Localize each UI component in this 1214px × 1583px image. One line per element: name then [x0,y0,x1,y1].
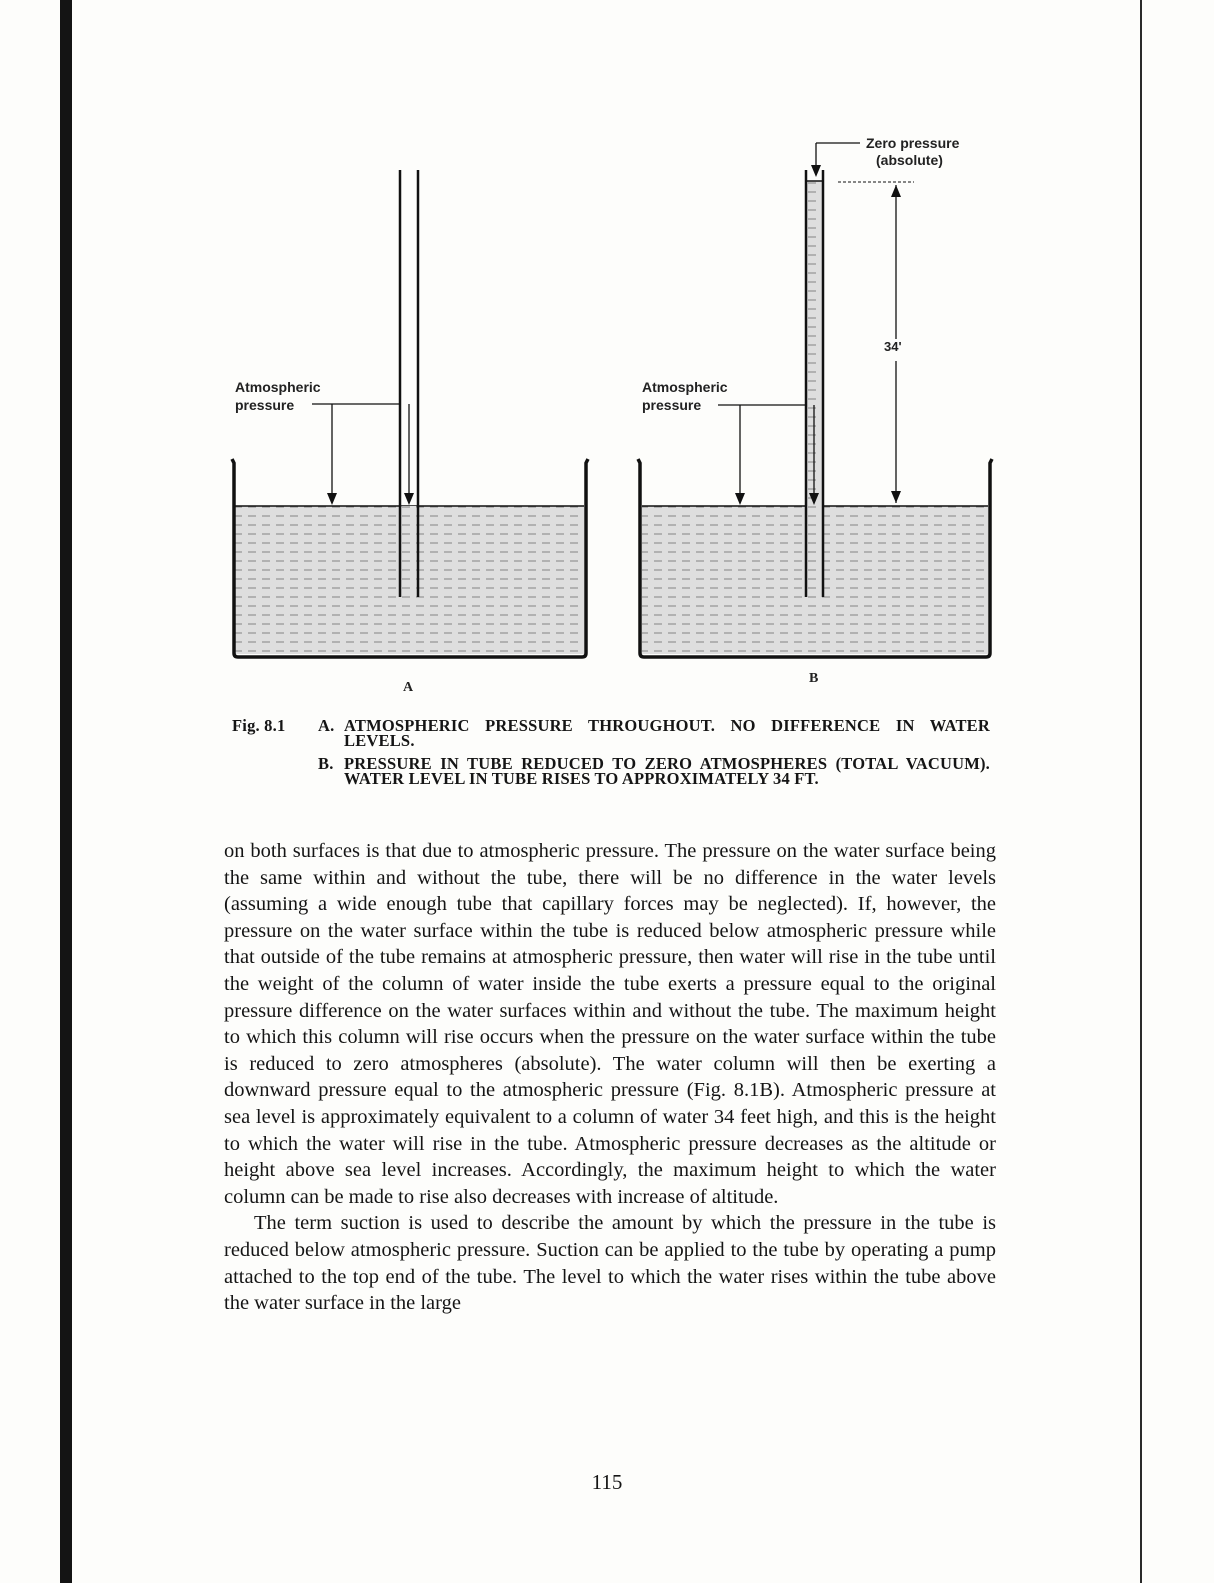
atmospheric-pressure-leader-b [718,405,819,505]
scan-edge-right [1140,0,1142,1583]
caption-item-a-key: A. [318,716,335,735]
zero-pressure-leader [811,143,860,177]
body-text [224,838,996,1317]
tube-a [400,170,418,597]
atmospheric-label-b-line1: Atmospheric [642,379,728,395]
zero-pressure-label-line1: Zero pressure [866,135,960,151]
caption-item-a-text: ATMOSPHERIC PRESSURE THROUGHOUT. NO DIFFERENCE IN WATER LEVELS. [344,716,990,750]
body-paragraph-1: on both surfaces is that due to atmospheric pressure. The pressure on the water surface being the same within and without the tube, there will be no difference in the water levels (assuming a wide enough tube that capillary forces may be neglected). If, however, the pressure on the water surface within the tube is reduced below atmospheric pressure while that outside of the tube remains at atmospheric pressure, then water will rise in the tube until the weight of the column of water inside the tube exerts a pressure equal to the original pressure difference on the water surfaces within and without the tube. The maximum height to which this column will rise occurs when the pressure on the water surface within the tube is reduced to zero atmospheres (absolute). The water column will then be exerting a downward pressure equal to the atmospheric pressure (Fig. 8.1B). Atmospheric pressure at sea level is approximately equivalent to a column of water 34 feet high, and this is the height to which the water will rise in the tube. Atmospheric pressure decreases as the altitude or height above sea level increases. Accordingly, the maximum height to which the water column can be made to rise also decreases with increase of altitude. [224,840,996,1208]
panel-b-diagram [638,135,992,686]
figure-8-1 [220,125,1010,705]
figure-diagram [220,125,1010,705]
panel-a-diagram [232,170,588,695]
page-number: 115 [591,1470,623,1494]
atmospheric-label-a-line1: Atmospheric [235,379,321,395]
caption-item-b-key: B. [318,754,334,773]
zero-pressure-label-line2: (absolute) [876,152,943,168]
panel-b-letter: B [809,671,819,686]
atmospheric-pressure-leader-a [312,404,414,505]
panel-a-letter: A [403,680,414,695]
atmospheric-label-a-line2: pressure [235,397,295,413]
height-34-label: 34' [884,339,902,354]
body-paragraph-2: The term suction is used to describe the amount by which the pressure in the tube is reduced below atmospheric pressure. Suction can be applied to the tube by operating a pump attached to the top end of the tube. The level to which the water rises within the tube above the water surface in the large [224,1212,996,1315]
height-dimension [838,182,914,503]
caption-figure-number: Fig. 8.1 [232,716,286,735]
caption-item-b-text: PRESSURE IN TUBE REDUCED TO ZERO ATMOSPHERES (TOTAL VACUUM). WATER LEVEL IN TUBE RISES TO APPROXIMATELY 34 FT. [344,754,990,788]
scan-edge-left [60,0,72,1583]
tube-b [806,170,823,597]
atmospheric-label-b-line2: pressure [642,397,702,413]
